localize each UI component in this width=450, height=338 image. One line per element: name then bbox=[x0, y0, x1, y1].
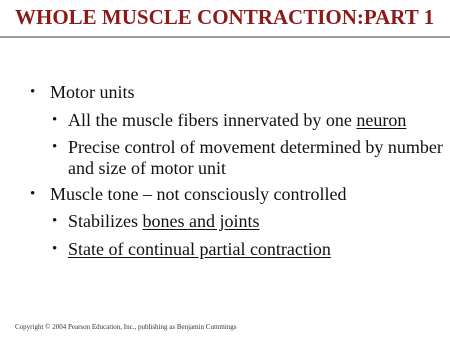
bones-and-joints-link[interactable]: bones and joints bbox=[142, 211, 260, 231]
bullet-text: Precise control of movement determined by number and size of motor unit bbox=[68, 137, 443, 178]
bullet-text-plain: Stabilizes bbox=[68, 211, 143, 231]
bullet-marker: • bbox=[52, 112, 58, 128]
bullet-marker: • bbox=[52, 213, 58, 229]
subbullet-stabilizes bbox=[52, 211, 447, 232]
bullet-muscle-tone bbox=[30, 184, 346, 205]
subbullet-precise-control bbox=[52, 137, 447, 179]
title-divider bbox=[0, 36, 450, 38]
bullet-text bbox=[52, 239, 447, 260]
bullet-text-plain: All the muscle fibers innervated by one bbox=[68, 110, 357, 130]
subbullet-partial-contraction bbox=[52, 239, 447, 260]
bullet-marker: • bbox=[52, 139, 58, 155]
bullet-text bbox=[52, 211, 447, 232]
partial-contraction-link[interactable]: State of continual partial contraction bbox=[68, 239, 331, 259]
bullet-text: Muscle tone – not consciously controlled bbox=[50, 184, 347, 204]
bullet-text: Motor units bbox=[50, 82, 135, 102]
neuron-link[interactable]: neuron bbox=[356, 110, 407, 130]
subbullet-muscle-fibers bbox=[52, 110, 447, 131]
copyright-footer: Copyright © 2004 Pearson Education, Inc., publishing as Benjamin Cummings bbox=[15, 323, 237, 331]
bullet-text bbox=[52, 110, 447, 131]
bullet-marker: • bbox=[30, 186, 36, 202]
slide-title: WHOLE MUSCLE CONTRACTION:PART 1 bbox=[15, 5, 435, 29]
bullet-marker: • bbox=[30, 84, 36, 100]
bullet-marker: • bbox=[52, 241, 58, 257]
bullet-motor-units bbox=[30, 82, 135, 103]
